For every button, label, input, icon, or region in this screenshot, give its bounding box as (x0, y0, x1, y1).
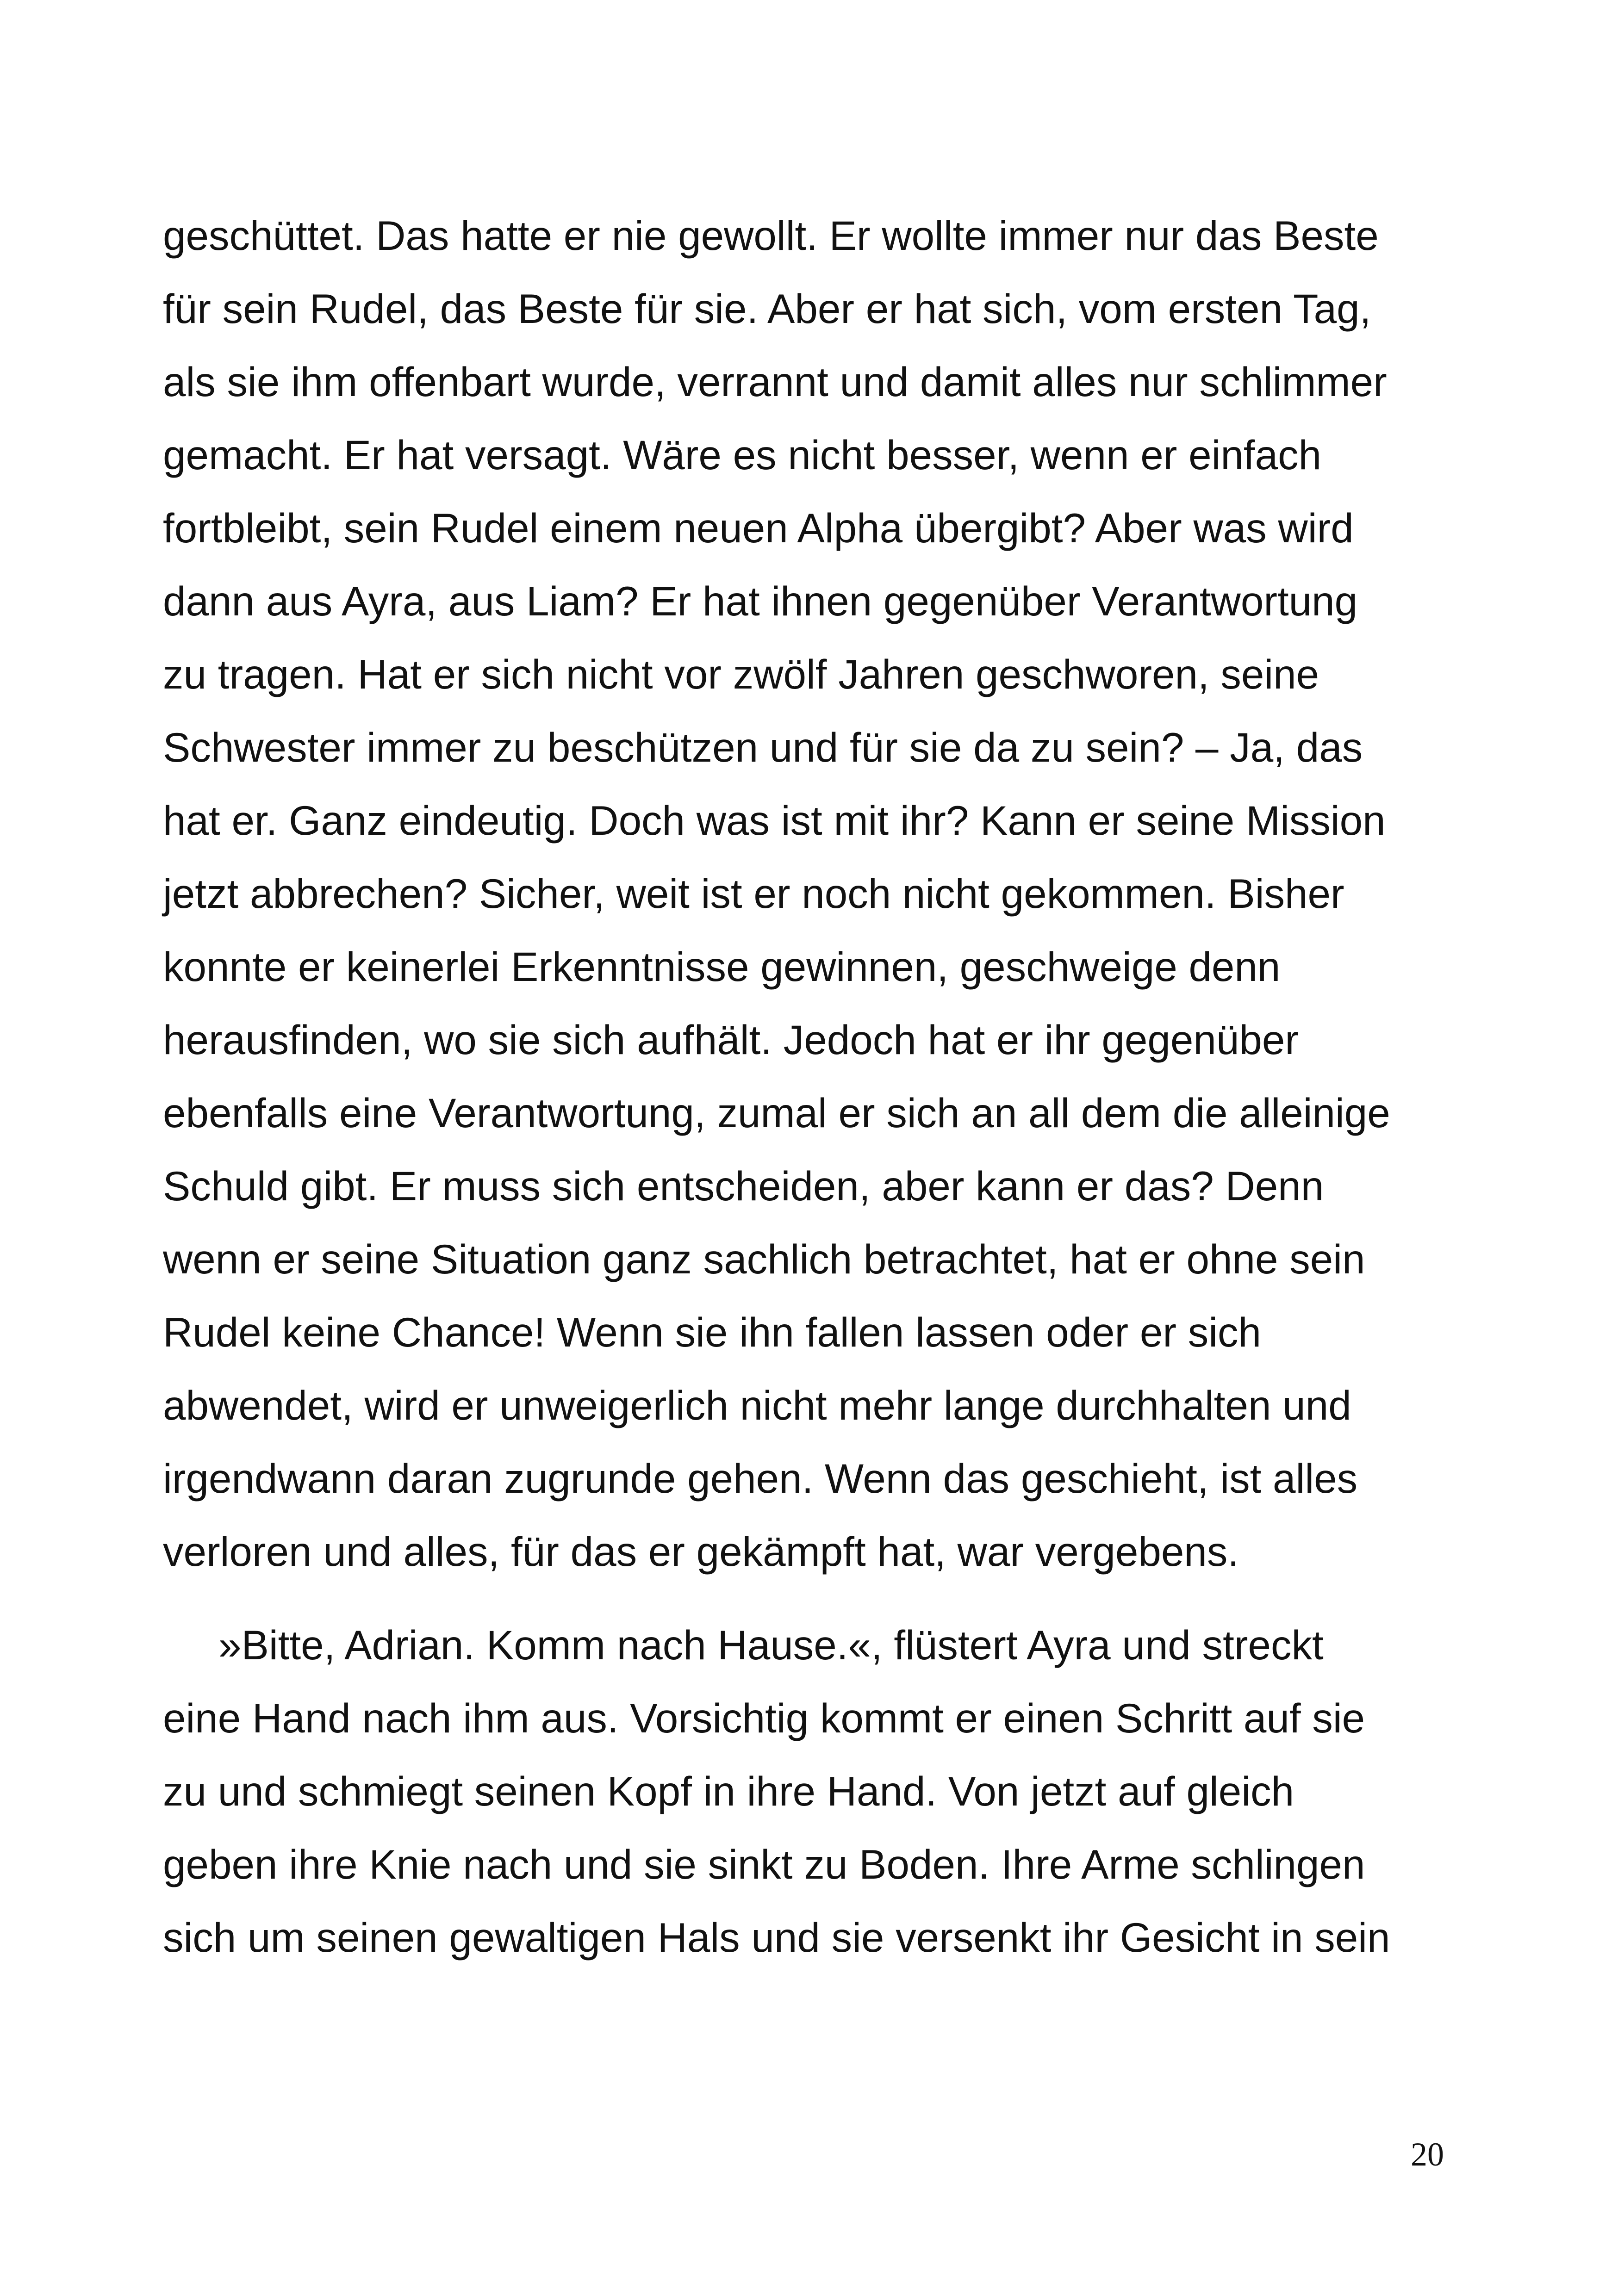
text-line: eine Hand nach ihm aus. Vorsichtig kommt er einen Schritt auf sie (163, 1695, 1365, 1741)
text-line: irgendwann daran zugrunde gehen. Wenn das geschieht, ist alles (163, 1455, 1358, 1502)
page-number: 20 (1411, 2136, 1444, 2173)
text-line: geben ihre Knie nach und sie sinkt zu Boden. Ihre Arme schlingen (163, 1841, 1365, 1887)
text-line: abwendet, wird er unweigerlich nicht mehr lange durchhalten und (163, 1382, 1351, 1428)
text-line: ebenfalls eine Verantwortung, zumal er sich an all dem die alleinige (163, 1090, 1390, 1136)
text-line: jetzt abbrechen? Sicher, weit ist er noch nicht gekommen. Bisher (163, 870, 1344, 917)
text-line: wenn er seine Situation ganz sachlich betrachtet, hat er ohne sein (163, 1236, 1365, 1282)
text-line: verloren und alles, für das er gekämpft hat, war vergebens. (163, 1528, 1239, 1575)
text-line: für sein Rudel, das Beste für sie. Aber er hat sich, vom ersten Tag, (163, 285, 1371, 332)
text-line: Schuld gibt. Er muss sich entscheiden, aber kann er das? Denn (163, 1163, 1324, 1209)
text-line: gemacht. Er hat versagt. Wäre es nicht besser, wenn er einfach (163, 432, 1322, 478)
body-text (163, 199, 1440, 1974)
text-line: dann aus Ayra, aus Liam? Er hat ihnen gegenüber Verantwortung (163, 578, 1358, 624)
text-line: als sie ihm offenbart wurde, verrannt und damit alles nur schlimmer (163, 359, 1387, 405)
text-line: Rudel keine Chance! Wenn sie ihn fallen lassen oder er sich (163, 1309, 1262, 1355)
paragraph-1 (163, 199, 1440, 1588)
text-line: konnte er keinerlei Erkenntnisse gewinnen, geschweige denn (163, 943, 1281, 990)
text-line: hat er. Ganz eindeutig. Doch was ist mit ihr? Kann er seine Mission (163, 797, 1386, 844)
text-line: herausfinden, wo sie sich aufhält. Jedoch hat er ihr gegenüber (163, 1017, 1299, 1063)
text-line: geschüttet. Das hatte er nie gewollt. Er wollte immer nur das Beste (163, 212, 1379, 259)
text-line: fortbleibt, sein Rudel einem neuen Alpha übergibt? Aber was wird (163, 505, 1354, 551)
text-line: zu tragen. Hat er sich nicht vor zwölf Jahren geschworen, seine (163, 651, 1319, 697)
paragraph-2 (163, 1608, 1440, 1974)
text-line-indented: »Bitte, Adrian. Komm nach Hause.«, flüstert Ayra und streckt (218, 1622, 1324, 1668)
text-line: Schwester immer zu beschützen und für sie da zu sein? – Ja, das (163, 724, 1363, 770)
text-line: sich um seinen gewaltigen Hals und sie versenkt ihr Gesicht in sein (163, 1914, 1390, 1961)
text-line: zu und schmiegt seinen Kopf in ihre Hand. Von jetzt auf gleich (163, 1768, 1294, 1814)
